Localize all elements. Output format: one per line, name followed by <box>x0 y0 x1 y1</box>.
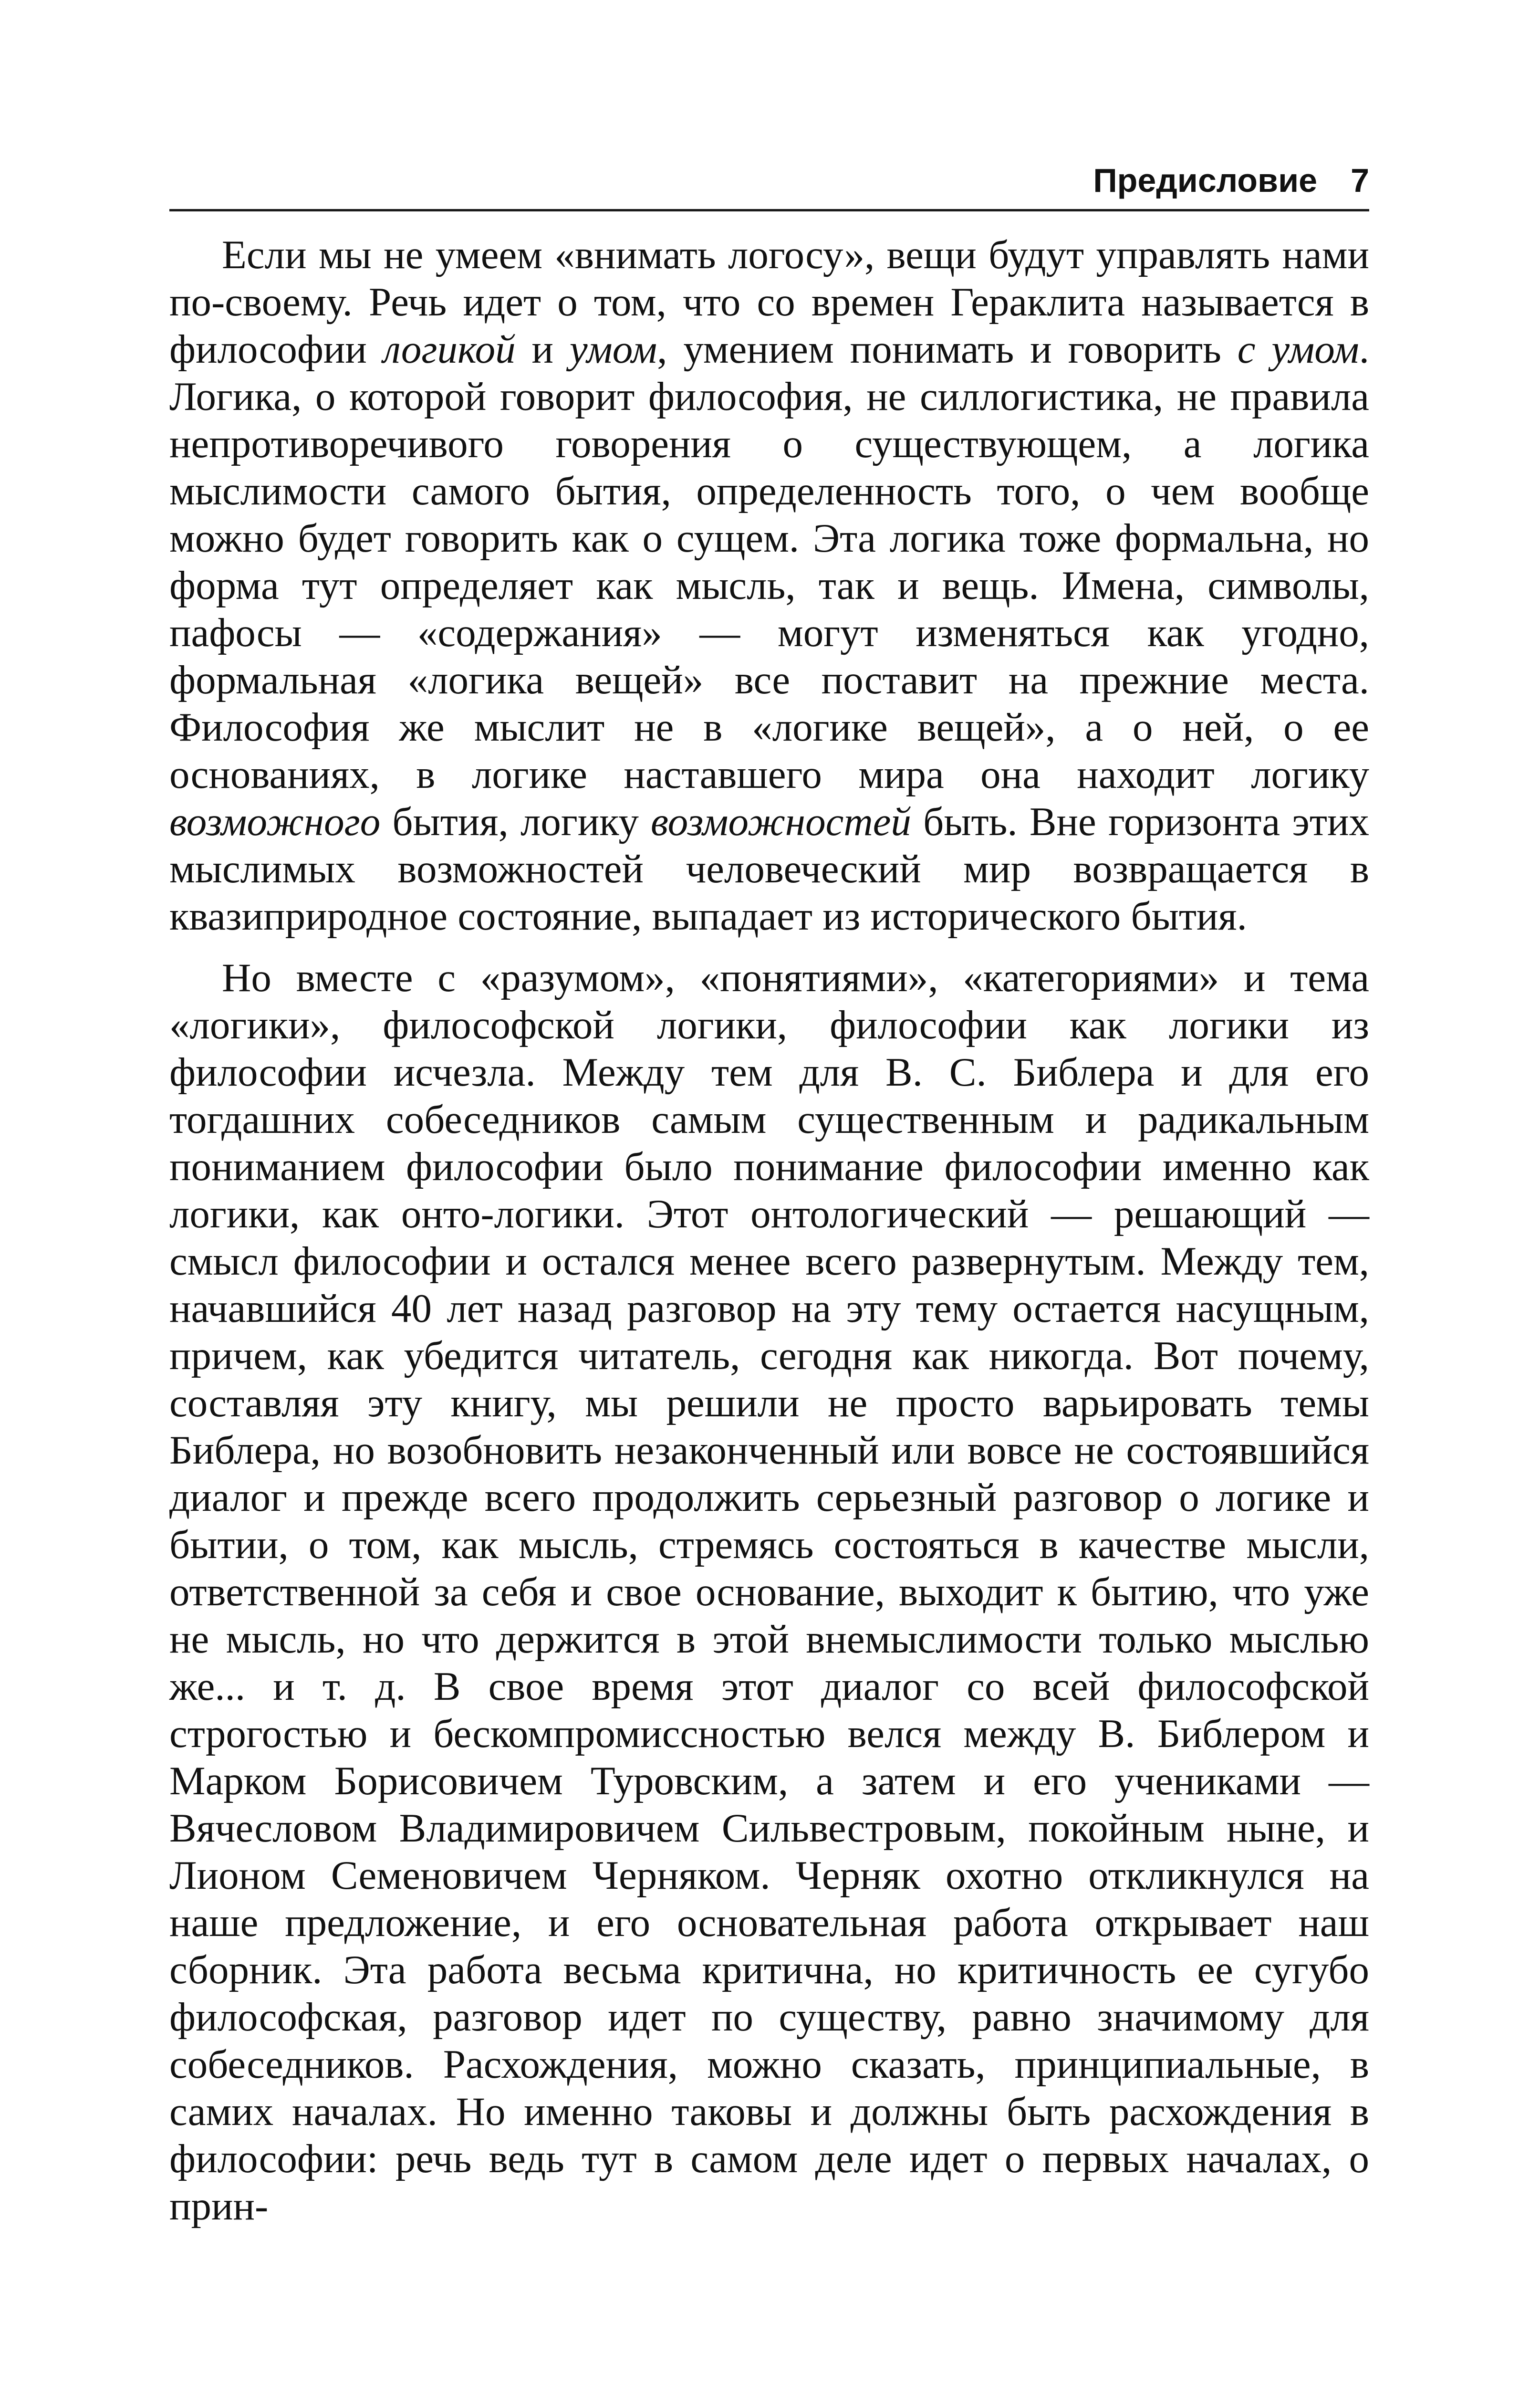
italic-term: с умом <box>1237 327 1359 372</box>
text-run: . Логика, о которой говорит философия, не силлогистика, не правила непротиворечивого говорения о существующем, а логика мыслимости самого бытия, определенность того, о чем вообще можно будет говорить как о сущем. Эта логика тоже формальна, но форма тут определяет как мысль, так и вещь. Имена, символы, пафосы — «содержания» — могут изменяться как угодно, формальная «логика вещей» все поставит на прежние места. Философия же мыслит не в «логике вещей», а о ней, о ее основаниях, в логике наставшего мира она находит логику <box>169 327 1369 797</box>
paragraph <box>169 954 1369 2230</box>
text-run: , умением понимать и говорить <box>657 327 1238 372</box>
body-text <box>169 231 1369 2230</box>
italic-term: умом <box>569 327 657 372</box>
running-head-title: Предисловие <box>1093 162 1318 199</box>
text-run: быть. Вне горизонта этих мыслимых возможностей человеческий мир возвращается в квазиприродное состояние, выпадает из исторического бытия. <box>169 799 1369 939</box>
text-run: Если мы не умеем «внимать логосу», вещи будут управлять нами по-своему. Речь идет о том, что со времен Гераклита называется в философии <box>169 232 1369 372</box>
italic-term: возможного <box>169 799 381 844</box>
paragraph <box>169 231 1369 940</box>
book-page <box>169 0 1369 2386</box>
text-run: и <box>515 327 570 372</box>
italic-term: возможностей <box>651 799 911 844</box>
text-run: бытия, логику <box>380 799 651 844</box>
running-head <box>169 157 1369 211</box>
page-number: 7 <box>1351 162 1369 199</box>
italic-term: логикой <box>383 327 516 372</box>
text-run: Но вместе с «разумом», «понятиями», «категориями» и тема «логики», философской логики, философии как логики из философии исчезла. Между тем для В. С. Библера и для его тогдашних собеседников самым существенным и радикальным пониманием философии было понимание философии именно как логики, как онто-логики. Этот онтологический — решающий — смысл философии и остался менее всего развернутым. Между тем, начавшийся 40 лет назад разговор на эту тему остается насущным, причем, как убедится читатель, сегодня как никогда. Вот почему, составляя эту книгу, мы решили не просто варьировать темы Библера, но возобновить незаконченный или вовсе не состоявшийся диалог и прежде всего продолжить серьезный разговор о логике и бытии, о том, как мысль, стремясь состояться в качестве мысли, ответственной за себя и свое основание, выходит к бытию, что уже не мысль, но что держится в этой внемыслимости только мыслью же... и т. д. В свое время этот диалог со всей философской строгостью и бескомпромиссностью велся между В. Библером и Марком Борисовичем Туровским, а затем и его учениками — Вячесловом Владимировичем Сильвестровым, покойным ныне, и Лионом Семеновичем Черняком. Черняк охотно откликнулся на наше предложение, и его основательная работа открывает наш сборник. Эта работа весьма критична, но критичность ее сугубо философская, разговор идет по существу, равно значимому для собеседников. Расхождения, можно сказать, принципиальные, в самих началах. Но именно таковы и должны быть расхождения в философии: речь ведь тут в самом деле идет о первых началах, о прин- <box>169 955 1369 2229</box>
